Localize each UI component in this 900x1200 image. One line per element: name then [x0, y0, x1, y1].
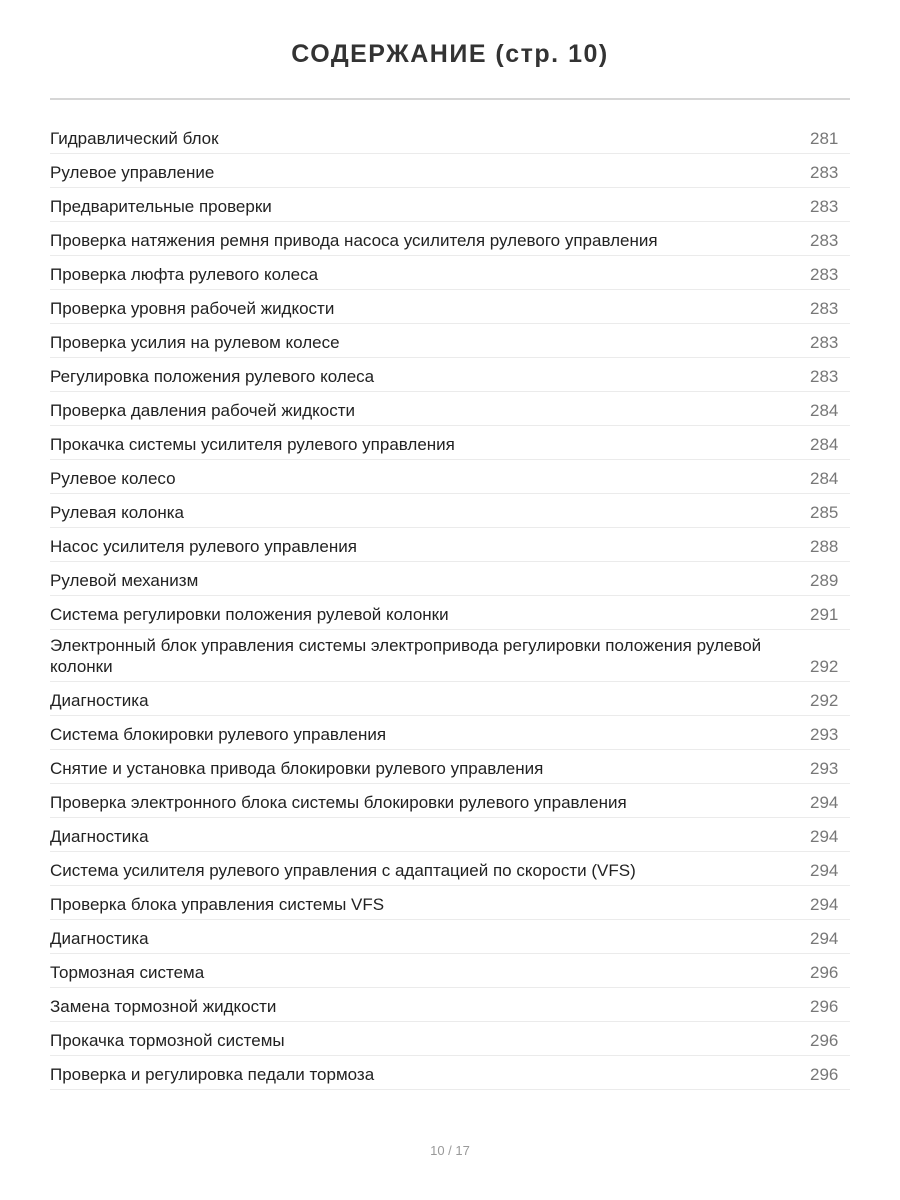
- toc-entry-title: Насос усилителя рулевого управления: [50, 537, 357, 556]
- toc-entry-title: Прокачка системы усилителя рулевого управления: [50, 435, 455, 454]
- toc-entry-page: 288: [810, 537, 839, 556]
- toc-entry-title: Проверка давления рабочей жидкости: [50, 401, 355, 420]
- toc-entry-page: 291: [810, 605, 839, 624]
- toc-entry-page: 294: [810, 895, 839, 914]
- toc-entry[interactable]: [50, 852, 850, 886]
- title-divider: [50, 98, 850, 100]
- toc-entry[interactable]: [50, 784, 850, 818]
- toc-entry-title: Снятие и установка привода блокировки рулевого управления: [50, 759, 544, 778]
- toc-entry-page: 284: [810, 469, 839, 488]
- toc-entry-page: 283: [810, 231, 839, 250]
- toc-entry-page: 283: [810, 333, 839, 352]
- toc-entry-title: Предварительные проверки: [50, 197, 272, 216]
- toc-entry-title: Диагностика: [50, 691, 149, 710]
- toc-entry-title: Прокачка тормозной системы: [50, 1031, 285, 1050]
- toc-entry[interactable]: [50, 120, 850, 154]
- toc-entry[interactable]: [50, 750, 850, 784]
- toc-entry[interactable]: [50, 154, 850, 188]
- toc-entry[interactable]: [50, 818, 850, 852]
- toc-entry-title: Система усилителя рулевого управления с адаптацией по скорости (VFS): [50, 861, 636, 880]
- toc-entry[interactable]: [50, 1022, 850, 1056]
- toc-entry-page: 294: [810, 861, 839, 880]
- toc-entry[interactable]: [50, 630, 850, 682]
- toc-entry-title: Проверка электронного блока системы блокировки рулевого управления: [50, 793, 627, 812]
- toc-entry-title: Проверка блока управления системы VFS: [50, 895, 385, 914]
- toc-entry-page: 289: [810, 571, 839, 590]
- toc-entry-page: 296: [810, 1031, 839, 1050]
- toc-entry-page: 296: [810, 963, 839, 982]
- toc-entry-title: Рулевая колонка: [50, 503, 184, 522]
- toc-entry[interactable]: [50, 716, 850, 750]
- page-number: 10 / 17: [430, 1143, 470, 1158]
- toc-entry-title: Проверка усилия на рулевом колесе: [50, 333, 340, 352]
- toc-entry[interactable]: [50, 920, 850, 954]
- toc-entry-title: Тормозная система: [50, 963, 205, 982]
- toc-entry[interactable]: [50, 392, 850, 426]
- toc-entry[interactable]: [50, 188, 850, 222]
- toc-entry-page: 294: [810, 929, 839, 948]
- toc-entry[interactable]: [50, 528, 850, 562]
- toc-entry[interactable]: [50, 954, 850, 988]
- toc-entry-title: Замена тормозной жидкости: [50, 997, 277, 1016]
- toc-list: [50, 120, 850, 1090]
- toc-entry-title: Диагностика: [50, 827, 149, 846]
- toc-entry-page: 283: [810, 367, 839, 386]
- toc-entry-title: Гидравлический блок: [50, 129, 219, 148]
- toc-entry-page: 293: [810, 725, 839, 744]
- toc-entry[interactable]: [50, 290, 850, 324]
- toc-entry[interactable]: [50, 324, 850, 358]
- toc-entry-page: 294: [810, 793, 839, 812]
- toc-entry-title: Система блокировки рулевого управления: [50, 725, 387, 744]
- page-title: СОДЕРЖАНИЕ (стр. 10): [291, 40, 609, 68]
- toc-entry[interactable]: [50, 886, 850, 920]
- toc-entry[interactable]: [50, 494, 850, 528]
- toc-entry-title: Система регулировки положения рулевой колонки: [50, 605, 449, 624]
- toc-entry-page: 283: [810, 163, 839, 182]
- toc-entry-page: 296: [810, 997, 839, 1016]
- toc-entry-page: 292: [810, 657, 839, 676]
- toc-entry-title: Проверка люфта рулевого колеса: [50, 265, 319, 284]
- toc-entry-page: 285: [810, 503, 839, 522]
- toc-entry-page: 284: [810, 435, 839, 454]
- toc-entry-title: Электронный блок управления системы электропривода регулировки положения рулевой колонки: [50, 636, 762, 676]
- toc-entry-title: Проверка натяжения ремня привода насоса усилителя рулевого управления: [50, 231, 658, 250]
- toc-entry-title: Проверка и регулировка педали тормоза: [50, 1065, 375, 1084]
- toc-entry-page: 283: [810, 197, 839, 216]
- toc-entry[interactable]: [50, 596, 850, 630]
- toc-entry-page: 293: [810, 759, 839, 778]
- toc-entry-page: 281: [810, 129, 839, 148]
- toc-entry[interactable]: [50, 562, 850, 596]
- toc-entry[interactable]: [50, 222, 850, 256]
- toc-entry-title: Проверка уровня рабочей жидкости: [50, 299, 335, 318]
- toc-entry-title: Диагностика: [50, 929, 149, 948]
- toc-entry-title: Регулировка положения рулевого колеса: [50, 367, 375, 386]
- toc-entry-page: 283: [810, 265, 839, 284]
- toc-entry-title: Рулевое управление: [50, 163, 215, 182]
- toc-entry-page: 296: [810, 1065, 839, 1084]
- toc-entry-title: Рулевой механизм: [50, 571, 199, 590]
- toc-entry[interactable]: [50, 256, 850, 290]
- toc-entry[interactable]: [50, 460, 850, 494]
- toc-entry-page: 283: [810, 299, 839, 318]
- toc-entry[interactable]: [50, 682, 850, 716]
- toc-entry-title: Рулевое колесо: [50, 469, 176, 488]
- toc-entry[interactable]: [50, 988, 850, 1022]
- toc-entry[interactable]: [50, 426, 850, 460]
- toc-entry[interactable]: [50, 1056, 850, 1090]
- toc-entry-page: 284: [810, 401, 839, 420]
- toc-entry-page: 292: [810, 691, 839, 710]
- toc-entry-page: 294: [810, 827, 839, 846]
- toc-entry[interactable]: [50, 358, 850, 392]
